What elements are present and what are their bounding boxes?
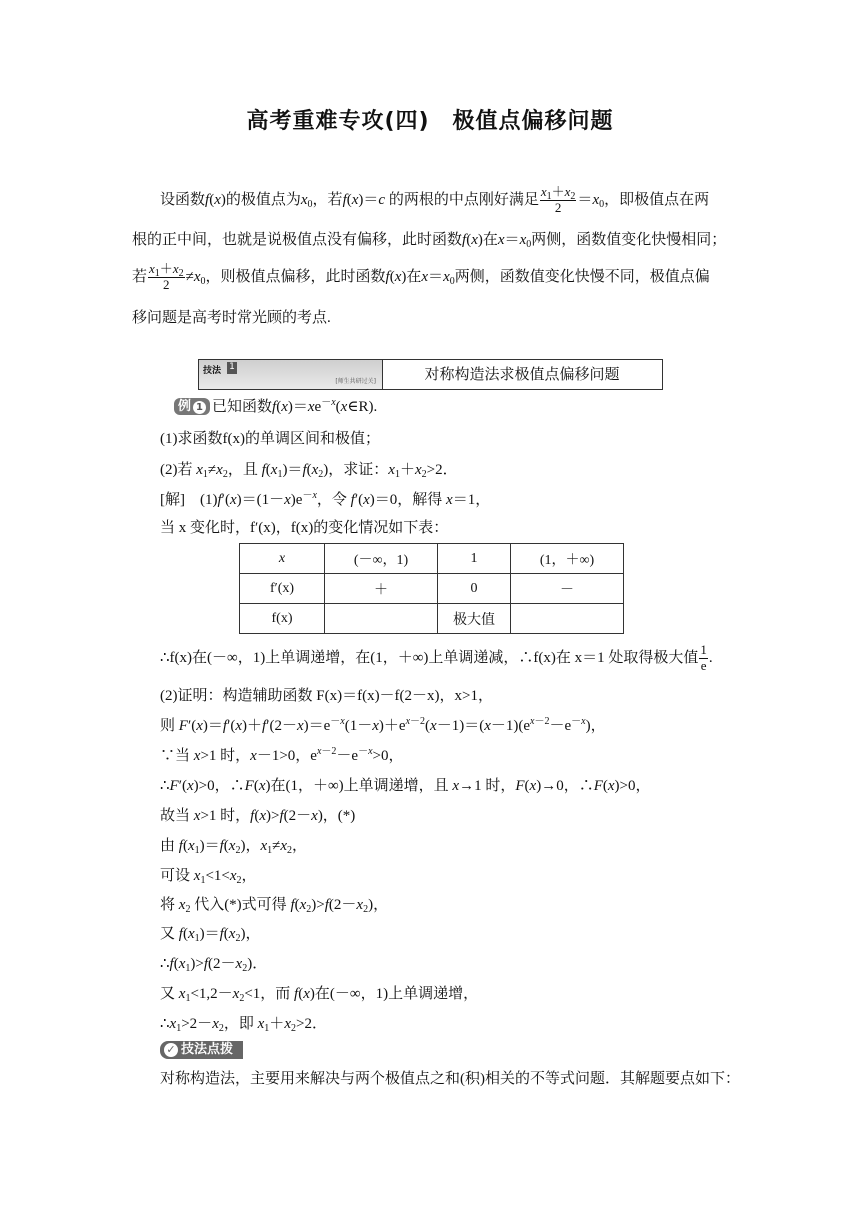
example-statement: 例 1 已知函数$f(x)=xe^{-x}(x\in R)$.	[174, 395, 377, 416]
table-cell	[325, 604, 438, 634]
proof-line-5: 故当 x>1 时，f(x)>f(2－x)，(*)	[160, 808, 356, 824]
proof-line-7: 可设 $x_1<1<x_2$，	[160, 868, 257, 886]
table-cell: 极大值	[438, 604, 511, 634]
example-badge-label: 例	[178, 399, 192, 414]
intro-text: 的极值点为	[225, 191, 301, 208]
table-row	[240, 544, 624, 574]
table-cell: 1	[438, 544, 511, 574]
table-cell: (1，＋∞)	[511, 544, 624, 574]
table-row	[240, 604, 624, 634]
intro-line-1: 设函数f(x)的极值点为$x_0$，若f(x)＝c 的两根的中点刚好满足 $\frac{x_1+x_2}{2}$ $=x_0$，即极值点在两	[160, 184, 710, 215]
intro-text: 的两根的中点刚好满足	[388, 191, 539, 208]
intro-text: ，即极值点在两	[604, 191, 710, 208]
intro-line-3: 若 $\frac{x_1+x_2}{2}$ $\ne x_0$，则极值点偏移，此时函数f(x)在$x=x_0$两侧，函数值变化快慢不同，极值点偏	[132, 261, 710, 292]
intro-line-2: 根的正中间，也就是说极值点没有偏移，此时函数f(x)在$x=x_0$两侧，函数值变化快慢相同；	[132, 232, 727, 250]
example-text: 已知函数	[212, 399, 273, 415]
proof-line-1: (2)证明：构造辅助函数 F(x)＝f(x)－f(2－x)，x>1，	[160, 688, 494, 704]
intro-text: 两侧，函数值变化快慢相同；	[531, 232, 727, 248]
method-header	[198, 359, 663, 390]
table-cell: f(x)	[240, 604, 325, 634]
tips-text: 对称构造法，主要用来解决与两个极值点之和(积)相关的不等式问题．其解题要点如下：	[160, 1071, 740, 1087]
solution-label: [解]	[160, 492, 185, 508]
proof-line-8: 将 $x_2$ 代入(*)式可得 $f(x_2)>f(2-x_2)$，	[160, 897, 389, 915]
proof-line-3: ∵当 x>1 时，x－1>0，$e^{x-2}-e^{-x}>0$，	[160, 746, 404, 764]
fraction: $\frac{x_1+x_2}{2}$	[540, 184, 576, 215]
solution-line-1: [解] $(1)f'(x)=(1-x)e^{-x}$，令 f′(x)＝0，解得 x＝1，	[160, 490, 491, 508]
table-cell: f′(x)	[240, 574, 325, 604]
example-badge-number: 1	[193, 401, 206, 414]
check-icon: ✓	[164, 1043, 178, 1057]
q2-text: ，求证：	[328, 462, 389, 478]
table-cell	[511, 604, 624, 634]
method-note: [师生共研过关]	[335, 378, 376, 385]
intro-text: 若	[132, 268, 148, 285]
tips-badge	[160, 1041, 243, 1059]
question-2: (2)若 $x_1\ne x_2$，且 $f(x_1)=f(x_2)$，求证：$x_1+x_2>2$．	[160, 462, 458, 480]
fraction: $\frac{x_1+x_2}{2}$	[149, 261, 184, 292]
change-intro: 当 x 变化时，f′(x)，f(x)的变化情况如下表：	[160, 520, 449, 536]
method-number: 1	[227, 362, 237, 374]
q2-text: (2)若	[160, 462, 193, 478]
tips-header	[160, 1040, 243, 1059]
intro-line-4: 移问题是高考时常光顾的考点.	[132, 310, 331, 326]
fraction: $\frac{1}{e}$	[700, 642, 707, 673]
variation-table	[239, 543, 624, 634]
proof-line-6: 由 $f(x_1)=f(x_2)$，$x_1\ne x_2$，	[160, 838, 308, 856]
intro-text: ，则极值点偏移，此时函数	[205, 268, 386, 285]
proof-line-4: ∴F′(x)>0，∴F(x)在(1，＋∞)上单调递增，且 x→1 时，F(x)→0，∴F(x)>0，	[160, 778, 651, 794]
question-1: (1)求函数f(x)的单调区间和极值；	[160, 431, 380, 447]
intro-text: 两侧，函数值变化快慢不同，极值点偏	[454, 268, 710, 285]
page-title: 高考重难专攻(四) 极值点偏移问题	[246, 109, 614, 134]
table-cell: －	[511, 574, 624, 604]
proof-line-11: 又 $x_1<1,2-x_2<1$，而 f(x)在(－∞，1)上单调递增，	[160, 986, 479, 1004]
intro-text: 在	[482, 232, 498, 248]
table-cell: 0	[438, 574, 511, 604]
method-tag: 技法	[203, 366, 222, 376]
example-badge	[174, 398, 210, 415]
proof-line-10: $\therefore f(x_1)>f(2-x_2)$．	[160, 956, 268, 974]
proof-line-9: 又 $f(x_1)=f(x_2)$，	[160, 926, 261, 944]
table-row	[240, 574, 624, 604]
method-title: 对称构造法求极值点偏移问题	[424, 365, 620, 383]
method-header-left	[199, 360, 383, 389]
proof-line-2: 则 $F'(x)=f'(x)+f'(2-x)=e^{-x}(1-x)+e^{x-2}(x-1)=(x-1)(e^{x-2}-e^{-x})$，	[160, 716, 606, 734]
conclusion-part-1: ∴f(x)在(－∞，1)上单调递增，在(1，＋∞)上单调递减，∴f(x)在 x＝1 处取得极大值 $\frac{1}{e}$ .	[160, 642, 713, 673]
conclusion-text: ∴f(x)在(－∞，1)上单调递增，在(1，＋∞)上单调递减，∴f(x)在 x＝1 处取得极大值	[160, 649, 699, 666]
intro-text: 设函数	[160, 191, 206, 208]
table-cell: (－∞，1)	[325, 544, 438, 574]
proof-line-12: $\therefore x_1>2-x_2$，即 $x_1+x_2>2$．	[160, 1016, 327, 1034]
table-cell: ＋	[325, 574, 438, 604]
tips-label: 技法点拨	[181, 1042, 234, 1057]
q2-text: ，且	[227, 462, 258, 478]
intro-text: ，若	[312, 191, 343, 208]
intro-text: 在	[406, 268, 422, 285]
table-cell: x	[240, 544, 325, 574]
intro-text: 根的正中间，也就是说极值点没有偏移，此时函数	[132, 232, 463, 248]
